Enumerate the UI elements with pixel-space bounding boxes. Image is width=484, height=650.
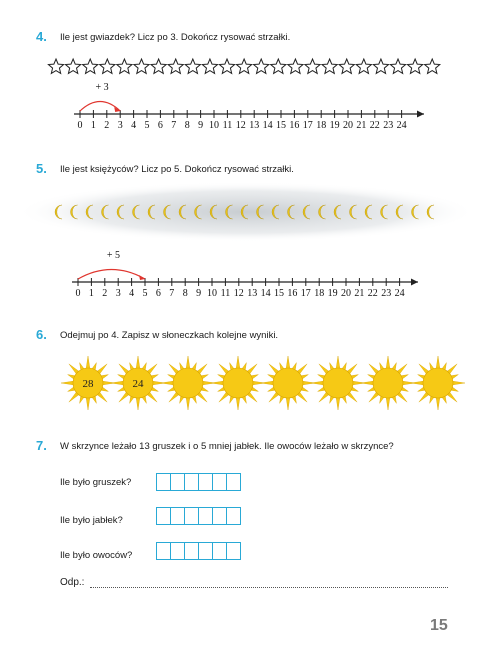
answer-grid-apples[interactable] — [157, 507, 241, 525]
page-number: 15 — [430, 617, 448, 634]
number-line-tick-label: 0 — [75, 288, 81, 299]
number-line-tick-label: 3 — [117, 120, 123, 131]
number-line-tick-label: 17 — [300, 288, 311, 299]
grid-cell[interactable] — [156, 507, 171, 525]
sun-icon[interactable] — [211, 356, 265, 410]
number-line-tick-label: 17 — [302, 120, 313, 131]
number-line-tick-label: 14 — [260, 288, 271, 299]
number-line-tick-label: 2 — [102, 288, 108, 299]
sun-icon[interactable] — [261, 356, 315, 410]
sun-icon[interactable] — [111, 356, 165, 410]
answer-label: Odp.: — [60, 577, 85, 588]
number-line-tick-label: 1 — [90, 120, 96, 131]
number-line-tick-label: 7 — [169, 288, 175, 299]
number-line-tick-label: 21 — [354, 288, 365, 299]
number-line-tick-label: 5 — [144, 120, 150, 131]
number-line-tick-label: 6 — [155, 288, 161, 299]
number-line-tick-label: 8 — [184, 120, 190, 131]
grid-cell[interactable] — [212, 542, 227, 560]
number-line-tick-label: 15 — [274, 288, 284, 299]
number-line-tick-label: 12 — [235, 120, 246, 131]
grid-cell[interactable] — [226, 473, 241, 491]
exercise-6-instruction: Odejmuj po 4. Zapisz w słoneczkach kolejne wyniki. — [60, 330, 279, 341]
jump-label: + 3 — [95, 82, 109, 93]
grid-cell[interactable] — [198, 542, 213, 560]
number-line-tick-label: 18 — [316, 120, 327, 131]
exercise-7-instruction: W skrzynce leżało 13 gruszek i o 5 mniej jabłek. Ile owoców leżało w skrzynce? — [60, 441, 394, 452]
grid-cell[interactable] — [198, 473, 213, 491]
number-line-tick-label: 20 — [343, 120, 353, 131]
jump-label: + 5 — [106, 250, 121, 261]
exercise-5-number: 5. — [36, 161, 47, 176]
question-pears: Ile było gruszek? — [60, 477, 132, 488]
grid-cell[interactable] — [212, 507, 227, 525]
number-line-tick-label: 13 — [247, 288, 258, 299]
answer-grid-fruits[interactable] — [157, 542, 241, 560]
number-line-tick-label: 23 — [383, 120, 394, 131]
sun-value: 24 — [132, 378, 144, 390]
exercise-4-number: 4. — [36, 29, 47, 44]
number-line-tick-label: 11 — [220, 288, 231, 299]
answer-grid-pears[interactable] — [157, 473, 241, 491]
question-fruits: Ile było owoców? — [60, 550, 133, 561]
number-line-tick-label: 5 — [142, 288, 148, 299]
grid-cell[interactable] — [184, 473, 199, 491]
number-line-tick-label: 18 — [314, 288, 325, 299]
sun-icon[interactable] — [361, 356, 415, 410]
grid-cell[interactable] — [198, 507, 213, 525]
question-apples: Ile było jabłek? — [60, 515, 123, 526]
number-line-tick-label: 7 — [171, 120, 177, 131]
grid-cell[interactable] — [184, 542, 199, 560]
sun-icon[interactable] — [411, 356, 465, 410]
grid-cell[interactable] — [156, 473, 171, 491]
number-line-tick-label: 3 — [115, 288, 121, 299]
number-line-tick-label: 16 — [289, 120, 300, 131]
sun-value: 28 — [82, 378, 94, 390]
number-line-tick-label: 21 — [356, 120, 367, 131]
grid-cell[interactable] — [226, 542, 241, 560]
number-line-tick-label: 9 — [198, 120, 204, 131]
grid-cell[interactable] — [212, 473, 227, 491]
number-line-tick-label: 22 — [369, 120, 380, 131]
number-line-tick-label: 24 — [396, 120, 407, 131]
grid-cell[interactable] — [156, 542, 171, 560]
number-line-tick-label: 4 — [131, 120, 137, 131]
answer-line[interactable] — [90, 587, 448, 588]
number-line-tick-label: 16 — [287, 288, 298, 299]
number-line-tick-label: 15 — [276, 120, 286, 131]
exercise-5-instruction: Ile jest księżyców? Licz po 5. Dokończ rysować strzałki. — [60, 164, 294, 175]
number-line-tick-label: 2 — [104, 120, 110, 131]
exercise-6-number: 6. — [36, 327, 47, 342]
number-line-tick-label: 1 — [88, 288, 94, 299]
number-line-tick-label: 10 — [207, 288, 217, 299]
number-line-tick-label: 14 — [262, 120, 273, 131]
exercise-7-number: 7. — [36, 438, 47, 453]
number-line-tick-label: 22 — [367, 288, 378, 299]
sun-icon[interactable] — [161, 356, 215, 410]
number-line-tick-label: 24 — [394, 288, 405, 299]
number-line-tick-label: 20 — [341, 288, 351, 299]
sun-icon[interactable] — [61, 356, 115, 410]
number-line-tick-label: 0 — [77, 120, 83, 131]
grid-cell[interactable] — [226, 507, 241, 525]
grid-cell[interactable] — [184, 507, 199, 525]
sun-icon[interactable] — [311, 356, 365, 410]
number-line-tick-label: 8 — [182, 288, 188, 299]
number-line-tick-label: 19 — [327, 288, 338, 299]
number-line-tick-label: 12 — [233, 288, 244, 299]
number-line-tick-label: 6 — [157, 120, 163, 131]
grid-cell[interactable] — [170, 507, 185, 525]
exercise-4-instruction: Ile jest gwiazdek? Licz po 3. Dokończ rysować strzałki. — [60, 32, 291, 43]
grid-cell[interactable] — [170, 542, 185, 560]
number-line-tick-label: 19 — [329, 120, 340, 131]
number-line-tick-label: 11 — [222, 120, 233, 131]
number-line-tick-label: 23 — [381, 288, 392, 299]
number-line-tick-label: 9 — [196, 288, 202, 299]
number-line-tick-label: 13 — [249, 120, 260, 131]
grid-cell[interactable] — [170, 473, 185, 491]
number-line-tick-label: 10 — [209, 120, 219, 131]
number-line-tick-label: 4 — [129, 288, 135, 299]
